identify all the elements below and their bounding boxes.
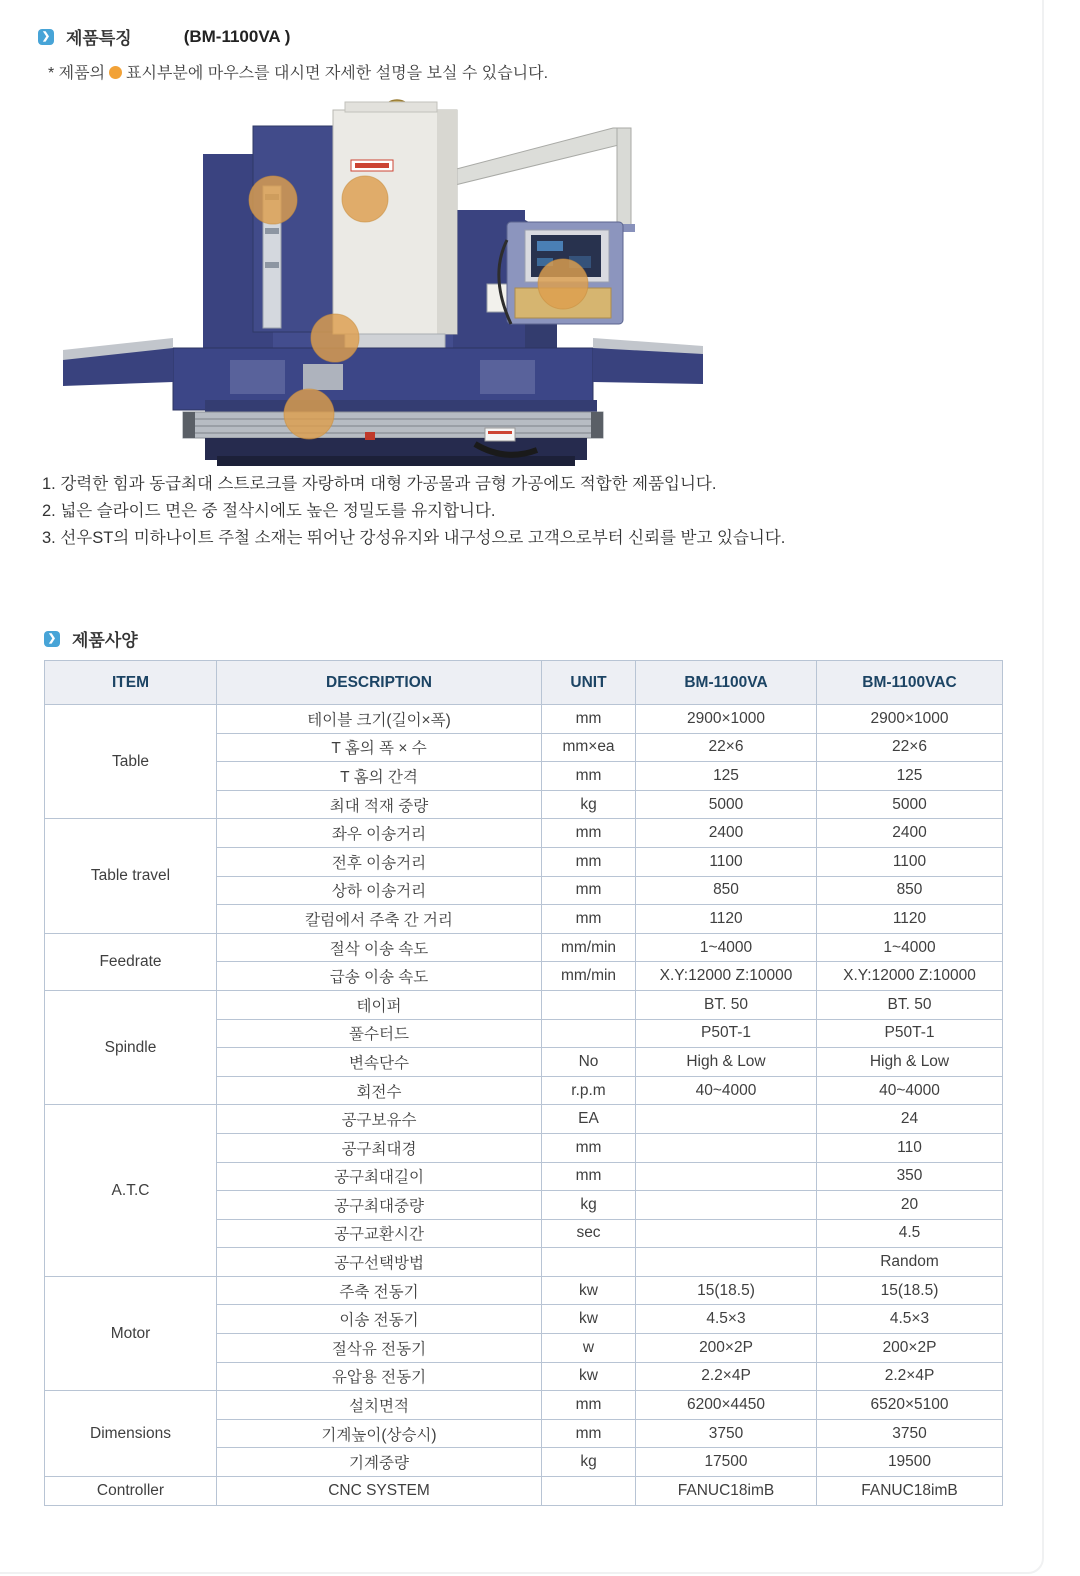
unit-cell: kg (542, 1191, 636, 1220)
bm1100vac-cell: 1120 (817, 905, 1003, 934)
feature-hotspot-table[interactable] (284, 389, 334, 439)
feature-hotspot-bed[interactable] (311, 314, 359, 362)
pendant-arm (445, 128, 631, 186)
arrow-bullet-icon: ❯ (38, 29, 54, 45)
bm1100vac-cell: 1~4000 (817, 933, 1003, 962)
unit-cell: r.p.m (542, 1076, 636, 1105)
description-cell: 절삭 이송 속도 (217, 933, 542, 962)
bm1100va-cell: P50T-1 (636, 1019, 817, 1048)
description-cell: 절삭유 전동기 (217, 1334, 542, 1363)
unit-cell (542, 1019, 636, 1048)
bm1100va-cell: 2900×1000 (636, 705, 817, 734)
column-header: ITEM (45, 661, 217, 705)
item-group-cell: Dimensions (45, 1391, 217, 1477)
spec-row (45, 705, 1003, 734)
unit-cell: w (542, 1334, 636, 1363)
bm1100vac-cell: 40~4000 (817, 1076, 1003, 1105)
bm1100va-cell: 22×6 (636, 733, 817, 762)
bm1100vac-cell: 5000 (817, 790, 1003, 819)
work-table (183, 412, 603, 438)
description-cell: 칼럼에서 주축 간 거리 (217, 905, 542, 934)
bm1100va-cell: 1~4000 (636, 933, 817, 962)
feature-item: 2. 넓은 슬라이드 면은 중 절삭시에도 높은 정밀도를 유지합니다. (42, 502, 496, 520)
description-cell: 유압용 전동기 (217, 1362, 542, 1391)
unit-cell: mm (542, 1391, 636, 1420)
bm1100va-cell: 1100 (636, 847, 817, 876)
unit-cell: kw (542, 1305, 636, 1334)
bm1100vac-cell: 2400 (817, 819, 1003, 848)
feature-hotspot-controller[interactable] (538, 259, 588, 309)
unit-cell: mm/min (542, 962, 636, 991)
unit-cell (542, 1477, 636, 1506)
unit-cell: mm×ea (542, 733, 636, 762)
bm1100vac-cell: High & Low (817, 1048, 1003, 1077)
bm1100vac-cell: 2.2×4P (817, 1362, 1003, 1391)
description-cell: 공구최대중량 (217, 1191, 542, 1220)
description-cell: 급송 이송 속도 (217, 962, 542, 991)
description-cell: 테이퍼 (217, 990, 542, 1019)
model-label: (BM-1100VA ) (183, 26, 291, 46)
unit-cell: mm (542, 819, 636, 848)
column-header: DESCRIPTION (217, 661, 542, 705)
spec-row (45, 1477, 1003, 1506)
bm1100va-cell: 4.5×3 (636, 1305, 817, 1334)
bm1100va-cell: FANUC18imB (636, 1477, 817, 1506)
unit-cell: mm (542, 847, 636, 876)
bm1100vac-cell: 4.5 (817, 1219, 1003, 1248)
feature-hotspot-door[interactable] (249, 176, 297, 224)
description-cell: 주축 전동기 (217, 1276, 542, 1305)
description-cell: 최대 적재 중량 (217, 790, 542, 819)
unit-cell: sec (542, 1219, 636, 1248)
unit-cell: EA (542, 1105, 636, 1134)
unit-cell (542, 990, 636, 1019)
bm1100vac-cell: Random (817, 1248, 1003, 1277)
specs-section-header (44, 626, 138, 651)
orange-dot-icon (109, 66, 122, 79)
bm1100vac-cell: 4.5×3 (817, 1305, 1003, 1334)
hotspot-note (48, 60, 548, 83)
features-section-title: 제품특징 (66, 29, 132, 48)
description-cell: 공구최대길이 (217, 1162, 542, 1191)
bm1100vac-cell: BT. 50 (817, 990, 1003, 1019)
column-header: BM-1100VA (636, 661, 817, 705)
spec-row (45, 933, 1003, 962)
feature-list (42, 471, 785, 552)
bm1100va-cell (636, 1133, 817, 1162)
bm1100va-cell: 5000 (636, 790, 817, 819)
unit-cell: mm (542, 705, 636, 734)
unit-cell: No (542, 1048, 636, 1077)
description-cell: 기계중량 (217, 1448, 542, 1477)
item-group-cell: Controller (45, 1477, 217, 1506)
bm1100va-cell (636, 1248, 817, 1277)
description-cell: 테이블 크기(길이×폭) (217, 705, 542, 734)
column-header: BM-1100VAC (817, 661, 1003, 705)
bm1100vac-cell: 19500 (817, 1448, 1003, 1477)
item-group-cell: Motor (45, 1276, 217, 1390)
unit-cell: mm (542, 905, 636, 934)
feature-item: 1. 강력한 힘과 동급최대 스트로크를 자랑하며 대형 가공물과 금형 가공에도 적합한 제품입니다. (42, 475, 717, 493)
bm1100vac-cell: 1100 (817, 847, 1003, 876)
bm1100va-cell: 850 (636, 876, 817, 905)
column-header: UNIT (542, 661, 636, 705)
bm1100va-cell: 3750 (636, 1419, 817, 1448)
unit-cell: kw (542, 1362, 636, 1391)
bm1100va-cell (636, 1219, 817, 1248)
hotspot-note-prefix: * 제품의 (48, 65, 106, 82)
feature-item: 3. 선우ST의 미하나이트 주철 소재는 뛰어난 강성유지와 내구성으로 고객으로부터 신뢰를 받고 있습니다. (42, 529, 786, 547)
description-cell: T 홈의 폭 × 수 (217, 733, 542, 762)
bm1100vac-cell: 20 (817, 1191, 1003, 1220)
spec-table-wrap (44, 660, 1003, 1506)
item-group-cell: Feedrate (45, 933, 217, 990)
unit-cell (542, 1248, 636, 1277)
bm1100vac-cell: 2900×1000 (817, 705, 1003, 734)
bm1100vac-cell: 110 (817, 1133, 1003, 1162)
description-cell: CNC SYSTEM (217, 1477, 542, 1506)
bm1100vac-cell: FANUC18imB (817, 1477, 1003, 1506)
bm1100vac-cell: 125 (817, 762, 1003, 791)
bm1100va-cell (636, 1191, 817, 1220)
bm1100vac-cell: 15(18.5) (817, 1276, 1003, 1305)
bm1100va-cell: 125 (636, 762, 817, 791)
unit-cell: kg (542, 1448, 636, 1477)
bm1100va-cell: 40~4000 (636, 1076, 817, 1105)
feature-hotspot-head[interactable] (342, 176, 388, 222)
red-detail (365, 432, 375, 440)
bm1100vac-cell: X.Y:12000 Z:10000 (817, 962, 1003, 991)
unit-cell: kg (542, 790, 636, 819)
bm1100va-cell: 1120 (636, 905, 817, 934)
bm1100va-cell: 200×2P (636, 1334, 817, 1363)
unit-cell: mm (542, 876, 636, 905)
spec-row (45, 1276, 1003, 1305)
description-cell: 좌우 이송거리 (217, 819, 542, 848)
bm1100vac-cell: P50T-1 (817, 1019, 1003, 1048)
bm1100va-cell: BT. 50 (636, 990, 817, 1019)
hotspot-note-suffix: 표시부분에 마우스를 대시면 자세한 설명을 보실 수 있습니다. (126, 65, 549, 82)
description-cell: 이송 전동기 (217, 1305, 542, 1334)
description-cell: 상하 이송거리 (217, 876, 542, 905)
unit-cell: mm (542, 1162, 636, 1191)
product-image (55, 98, 705, 470)
description-cell: 회전수 (217, 1076, 542, 1105)
bm1100va-cell: 2400 (636, 819, 817, 848)
description-cell: 풀수터드 (217, 1019, 542, 1048)
item-group-cell: A.T.C (45, 1105, 217, 1277)
item-group-cell: Table (45, 705, 217, 819)
arrow-bullet-icon: ❯ (44, 631, 60, 647)
bm1100va-cell: 17500 (636, 1448, 817, 1477)
unit-cell: kw (542, 1276, 636, 1305)
bed-label (485, 428, 515, 441)
bm1100vac-cell: 850 (817, 876, 1003, 905)
machine-illustration (55, 98, 705, 470)
bm1100vac-cell: 24 (817, 1105, 1003, 1134)
spec-row (45, 1391, 1003, 1420)
bm1100vac-cell: 350 (817, 1162, 1003, 1191)
spec-row (45, 819, 1003, 848)
bm1100va-cell (636, 1105, 817, 1134)
description-cell: 기계높이(상승시) (217, 1419, 542, 1448)
bm1100va-cell: High & Low (636, 1048, 817, 1077)
description-cell: 공구선택방법 (217, 1248, 542, 1277)
bm1100va-cell: X.Y:12000 Z:10000 (636, 962, 817, 991)
specs-section-title: 제품사양 (72, 631, 138, 650)
spec-row (45, 1105, 1003, 1134)
description-cell: 변속단수 (217, 1048, 542, 1077)
bm1100va-cell: 15(18.5) (636, 1276, 817, 1305)
item-group-cell: Table travel (45, 819, 217, 933)
description-cell: 공구교환시간 (217, 1219, 542, 1248)
description-cell: 설치면적 (217, 1391, 542, 1420)
description-cell: 공구최대경 (217, 1133, 542, 1162)
unit-cell: mm (542, 762, 636, 791)
bm1100vac-cell: 6520×5100 (817, 1391, 1003, 1420)
description-cell: 전후 이송거리 (217, 847, 542, 876)
bm1100va-cell: 6200×4450 (636, 1391, 817, 1420)
unit-cell: mm/min (542, 933, 636, 962)
spec-row (45, 990, 1003, 1019)
unit-cell: mm (542, 1419, 636, 1448)
description-cell: 공구보유수 (217, 1105, 542, 1134)
bm1100va-cell: 2.2×4P (636, 1362, 817, 1391)
bm1100vac-cell: 3750 (817, 1419, 1003, 1448)
bm1100vac-cell: 200×2P (817, 1334, 1003, 1363)
bm1100va-cell (636, 1162, 817, 1191)
bm1100vac-cell: 22×6 (817, 733, 1003, 762)
description-cell: T 홈의 간격 (217, 762, 542, 791)
spec-table (44, 660, 1003, 1506)
pendant-post (617, 128, 631, 230)
features-section-header (38, 24, 290, 49)
unit-cell: mm (542, 1133, 636, 1162)
item-group-cell: Spindle (45, 990, 217, 1104)
